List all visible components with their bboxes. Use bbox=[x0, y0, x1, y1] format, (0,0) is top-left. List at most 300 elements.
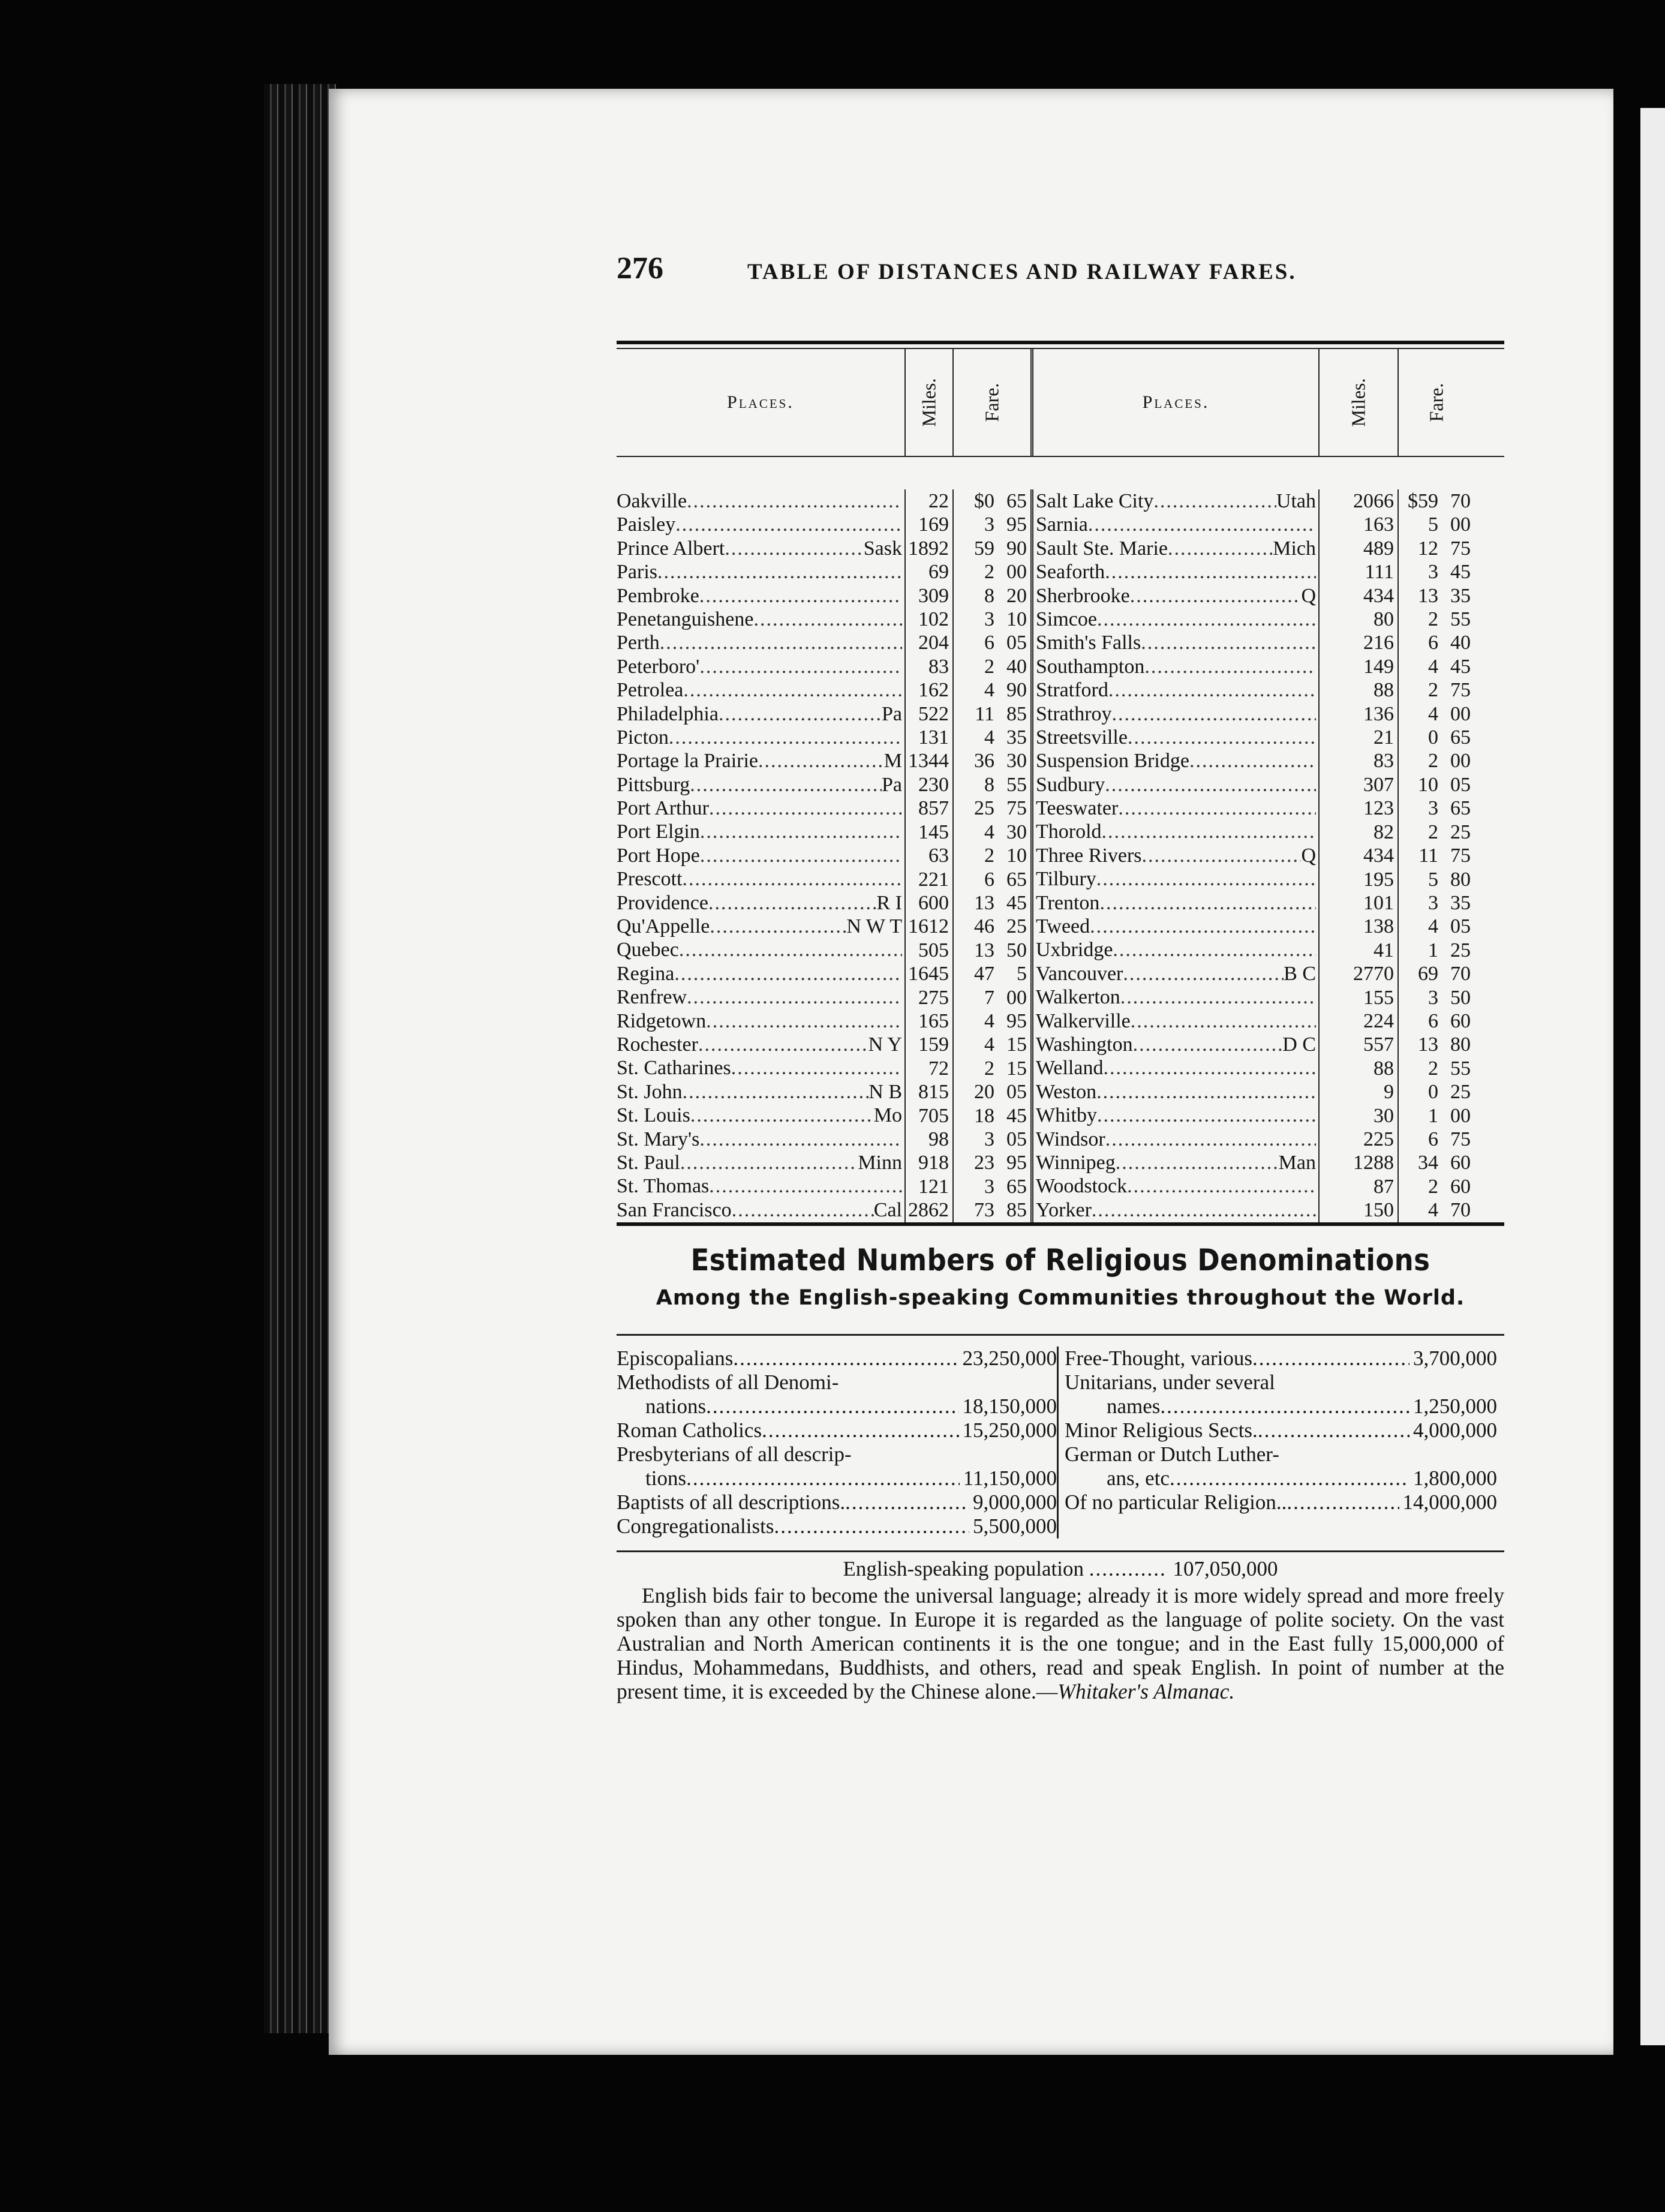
miles-value: 88 bbox=[1374, 679, 1394, 702]
place-name: Whitby bbox=[1036, 1104, 1097, 1127]
fare-dollars: 4 bbox=[984, 726, 994, 749]
left-place-column bbox=[617, 489, 904, 1222]
table-row bbox=[617, 702, 902, 726]
dot-leader bbox=[674, 962, 902, 985]
miles-value: 159 bbox=[918, 1033, 949, 1056]
fare-dollars: 13 bbox=[974, 939, 994, 961]
fare-value bbox=[954, 1104, 1027, 1128]
place-name: Renfrew bbox=[617, 986, 687, 1009]
miles-value: 82 bbox=[1374, 821, 1394, 843]
table-row bbox=[617, 655, 902, 678]
denomination-count: 3,700,000 bbox=[1413, 1346, 1497, 1370]
place-name: Peterboro' bbox=[617, 655, 700, 678]
fare-value bbox=[1399, 1151, 1471, 1174]
right-fare-column bbox=[1397, 489, 1474, 1222]
denomination-count: 23,250,000 bbox=[962, 1346, 1057, 1370]
fare-cents: 75 bbox=[1450, 1128, 1471, 1150]
table-row bbox=[1036, 749, 1316, 773]
dot-leader bbox=[699, 655, 902, 678]
fare-cents: 60 bbox=[1450, 1152, 1471, 1174]
place-name: Port Elgin bbox=[617, 821, 700, 843]
place-region: R I bbox=[876, 891, 902, 914]
fare-dollars: 11 bbox=[1418, 844, 1438, 867]
fare-cents: 40 bbox=[1450, 632, 1471, 654]
fare-value bbox=[1399, 1009, 1471, 1033]
place-region: Q bbox=[1301, 584, 1316, 607]
table-row bbox=[617, 726, 902, 749]
fare-value bbox=[1399, 537, 1471, 560]
place-name: Winnipeg bbox=[1036, 1151, 1116, 1174]
denomination-name: German or Dutch Luther- bbox=[1065, 1442, 1279, 1466]
place-name: Three Rivers bbox=[1036, 844, 1142, 867]
place-region: Minn bbox=[858, 1151, 902, 1174]
fare-cents: 75 bbox=[1006, 797, 1027, 820]
fare-value bbox=[954, 489, 1027, 513]
left-fare-column bbox=[952, 489, 1030, 1222]
table-row bbox=[1036, 513, 1316, 536]
place-region: B C bbox=[1284, 962, 1316, 985]
paragraph-source: Whitaker's Almanac. bbox=[1057, 1679, 1235, 1703]
place-name: Welland bbox=[1036, 1057, 1104, 1080]
place-name: Stratford bbox=[1036, 679, 1108, 702]
header-miles-right-label: Miles. bbox=[1347, 378, 1369, 427]
right-place-column bbox=[1030, 489, 1318, 1222]
miles-value: 165 bbox=[918, 1009, 949, 1032]
dot-leader bbox=[1116, 1151, 1279, 1174]
table-row bbox=[1036, 537, 1316, 560]
fare-dollars: 6 bbox=[984, 868, 994, 891]
table-row bbox=[1036, 655, 1316, 678]
page-number: 276 bbox=[617, 251, 663, 285]
miles-value: 83 bbox=[1374, 750, 1394, 773]
dot-leader bbox=[1113, 938, 1316, 961]
table-row bbox=[1036, 985, 1316, 1009]
miles-value: 87 bbox=[1374, 1175, 1394, 1198]
dot-leader bbox=[679, 938, 902, 961]
place-name: Trenton bbox=[1036, 891, 1100, 914]
place-name: St. Mary's bbox=[617, 1128, 700, 1150]
fare-cents: 85 bbox=[1006, 1199, 1027, 1222]
table-row bbox=[617, 1056, 902, 1080]
table-row bbox=[1036, 938, 1316, 961]
fare-dollars: 36 bbox=[974, 750, 994, 773]
place-name: Windsor bbox=[1036, 1128, 1105, 1150]
table-row bbox=[617, 489, 902, 513]
dot-leader bbox=[680, 1151, 858, 1174]
table-row bbox=[1036, 631, 1316, 654]
place-name: Southampton bbox=[1036, 655, 1145, 678]
dot-leader bbox=[1142, 844, 1302, 867]
fare-value bbox=[954, 1175, 1027, 1198]
fare-dollars: $0 bbox=[974, 490, 994, 512]
fare-cents: 05 bbox=[1006, 632, 1027, 654]
table-row bbox=[1036, 726, 1316, 749]
dot-leader bbox=[754, 608, 903, 631]
table-row bbox=[617, 631, 902, 654]
header-fare-right-label: Fare. bbox=[1425, 383, 1447, 422]
miles-value: 136 bbox=[1363, 702, 1394, 725]
place-name: Simcoe bbox=[1036, 608, 1097, 630]
fare-dollars: 73 bbox=[974, 1199, 994, 1222]
miles-value: 1892 bbox=[908, 537, 949, 560]
place-region: M bbox=[883, 750, 902, 773]
book-page-edges bbox=[264, 84, 336, 2033]
place-name: St. John bbox=[617, 1080, 683, 1103]
fare-dollars: 1 bbox=[1428, 1104, 1438, 1127]
dot-leader bbox=[762, 1418, 958, 1442]
denomination-count: 18,150,000 bbox=[962, 1394, 1057, 1418]
fare-value bbox=[954, 1198, 1027, 1222]
denomination-count: 9,000,000 bbox=[973, 1490, 1057, 1514]
place-name: Tilbury bbox=[1036, 868, 1096, 891]
place-name: St. Paul bbox=[617, 1151, 680, 1174]
fare-dollars: 20 bbox=[974, 1081, 994, 1104]
fare-value bbox=[1399, 1175, 1471, 1198]
denomination-name: Of no particular Religion.. bbox=[1065, 1490, 1287, 1514]
dot-leader bbox=[1130, 584, 1302, 608]
fare-dollars: 2 bbox=[1428, 750, 1438, 773]
table-row bbox=[617, 513, 902, 536]
dot-leader bbox=[657, 560, 902, 584]
dot-leader bbox=[731, 1056, 902, 1080]
miles-value: 169 bbox=[918, 513, 949, 536]
miles-value: 131 bbox=[918, 726, 949, 749]
dot-leader bbox=[774, 1514, 969, 1538]
fare-value bbox=[1399, 1198, 1471, 1222]
fare-dollars: 2 bbox=[984, 655, 994, 678]
fare-value bbox=[954, 891, 1027, 915]
table-row bbox=[1036, 1009, 1316, 1033]
miles-value: 138 bbox=[1363, 915, 1394, 938]
fare-value bbox=[1399, 821, 1471, 844]
fare-value bbox=[1399, 915, 1471, 938]
fare-cents: 5 bbox=[1017, 963, 1027, 985]
miles-value: 230 bbox=[918, 773, 949, 796]
miles-value: 98 bbox=[928, 1128, 949, 1150]
fare-cents: 45 bbox=[1006, 1104, 1027, 1127]
dot-leader bbox=[709, 797, 902, 820]
fare-dollars: 8 bbox=[984, 773, 994, 796]
dot-leader bbox=[1108, 678, 1316, 702]
fare-dollars: 4 bbox=[1428, 702, 1438, 725]
dot-leader bbox=[706, 1394, 958, 1418]
dot-leader bbox=[1105, 1128, 1316, 1151]
fare-cents: 45 bbox=[1450, 655, 1471, 678]
religions-title: Estimated Numbers of Religious Denominations bbox=[690, 1242, 1430, 1278]
dot-leader bbox=[1258, 1418, 1409, 1442]
fare-dollars: 3 bbox=[1428, 797, 1438, 820]
miles-value: 522 bbox=[918, 702, 949, 725]
denomination-row bbox=[617, 1514, 1057, 1538]
fare-value bbox=[1399, 868, 1471, 891]
religions-right-column bbox=[1057, 1347, 1497, 1538]
fare-cents: 95 bbox=[1006, 513, 1027, 536]
table-row bbox=[617, 844, 902, 867]
table-row bbox=[1036, 560, 1316, 584]
header-fare-left-label: Fare. bbox=[981, 383, 1003, 422]
table-row bbox=[1036, 584, 1316, 608]
place-name: Regina bbox=[617, 962, 675, 985]
fare-dollars: 2 bbox=[984, 561, 994, 584]
miles-value: 221 bbox=[918, 868, 949, 891]
miles-value: 63 bbox=[928, 844, 949, 867]
fare-dollars: 4 bbox=[984, 821, 994, 843]
denomination-row bbox=[1065, 1466, 1497, 1490]
miles-value: 225 bbox=[1363, 1128, 1394, 1150]
fare-value bbox=[1399, 1057, 1471, 1080]
religions-bottom-rule bbox=[617, 1550, 1504, 1552]
fare-cents: 35 bbox=[1006, 726, 1027, 749]
fare-value bbox=[1399, 608, 1471, 631]
table-row bbox=[617, 797, 902, 820]
fare-dollars: 13 bbox=[1418, 584, 1438, 607]
fare-value bbox=[954, 584, 1027, 608]
place-region: Man bbox=[1278, 1151, 1316, 1174]
fare-cents: 50 bbox=[1006, 939, 1027, 961]
table-row bbox=[1036, 1151, 1316, 1174]
table-row bbox=[1036, 915, 1316, 938]
place-region: N B bbox=[868, 1080, 902, 1103]
dot-leader bbox=[1141, 631, 1316, 654]
fare-dollars: 3 bbox=[984, 1175, 994, 1198]
table-row bbox=[1036, 773, 1316, 797]
fare-value bbox=[954, 513, 1027, 536]
fare-cents: 55 bbox=[1450, 608, 1471, 631]
dot-leader bbox=[1102, 820, 1316, 843]
fare-value bbox=[1399, 513, 1471, 536]
fare-value bbox=[954, 702, 1027, 726]
fare-value bbox=[1399, 773, 1471, 797]
table-row bbox=[1036, 608, 1316, 631]
fare-cents: 15 bbox=[1006, 1057, 1027, 1080]
miles-value: 111 bbox=[1365, 561, 1394, 584]
place-name: Weston bbox=[1036, 1080, 1097, 1103]
denomination-row bbox=[617, 1347, 1057, 1371]
table-row bbox=[1036, 489, 1316, 513]
miles-value: 505 bbox=[918, 939, 949, 961]
fare-dollars: 3 bbox=[1428, 986, 1438, 1009]
miles-value: 1288 bbox=[1353, 1152, 1394, 1174]
table-row bbox=[617, 749, 902, 773]
dot-leader bbox=[758, 749, 884, 773]
fare-value bbox=[1399, 1104, 1471, 1128]
place-name: Paisley bbox=[617, 513, 676, 536]
place-name: Suspension Bridge bbox=[1036, 750, 1189, 773]
fare-value bbox=[954, 608, 1027, 631]
dot-leader bbox=[669, 726, 902, 749]
place-name: Sault Ste. Marie bbox=[1036, 537, 1168, 560]
fare-cents: 95 bbox=[1006, 1152, 1027, 1174]
table-row bbox=[617, 891, 902, 915]
dot-leader bbox=[1170, 1466, 1409, 1490]
dot-leader bbox=[1096, 1080, 1316, 1104]
table-row bbox=[617, 1104, 902, 1127]
page-content bbox=[617, 251, 1504, 1724]
place-name: Ridgetown bbox=[617, 1009, 707, 1032]
fare-cents: 70 bbox=[1450, 490, 1471, 512]
place-name: Qu'Appelle bbox=[617, 915, 710, 938]
fare-dollars: $59 bbox=[1408, 490, 1438, 512]
fare-dollars: 23 bbox=[974, 1152, 994, 1174]
fare-cents: 30 bbox=[1006, 821, 1027, 843]
miles-value: 2770 bbox=[1353, 963, 1394, 985]
dot-leader bbox=[732, 1198, 874, 1222]
place-region: Pa bbox=[882, 773, 902, 796]
table-row bbox=[1036, 1128, 1316, 1151]
dot-leader bbox=[700, 844, 902, 867]
table-row bbox=[617, 608, 902, 631]
table-row bbox=[617, 867, 902, 891]
miles-value: 275 bbox=[918, 986, 949, 1009]
fare-value bbox=[1399, 1128, 1471, 1151]
fare-dollars: 46 bbox=[974, 915, 994, 938]
fare-value bbox=[1399, 631, 1471, 654]
fare-dollars: 25 bbox=[974, 797, 994, 820]
fare-cents: 05 bbox=[1006, 1081, 1027, 1104]
fare-cents: 00 bbox=[1450, 750, 1471, 773]
miles-value: 705 bbox=[918, 1104, 949, 1127]
dot-leader bbox=[1105, 560, 1316, 584]
fare-cents: 50 bbox=[1450, 986, 1471, 1009]
place-name: Sherbrooke bbox=[1036, 584, 1130, 607]
table-row bbox=[617, 1151, 902, 1174]
table-row bbox=[617, 1198, 902, 1222]
place-region: N Y bbox=[868, 1033, 902, 1056]
place-name: Smith's Falls bbox=[1036, 632, 1141, 654]
place-name: Port Hope bbox=[617, 844, 700, 867]
dot-leader bbox=[1096, 867, 1316, 891]
denomination-count: 15,250,000 bbox=[962, 1418, 1057, 1442]
fare-dollars: 6 bbox=[1428, 632, 1438, 654]
miles-value: 69 bbox=[928, 561, 949, 584]
dot-leader bbox=[660, 631, 902, 654]
table-row bbox=[617, 1009, 902, 1033]
fare-value bbox=[954, 655, 1027, 678]
fare-dollars: 5 bbox=[1428, 513, 1438, 536]
fare-dollars: 13 bbox=[974, 891, 994, 914]
population-line bbox=[617, 1557, 1504, 1581]
dot-leader bbox=[1128, 726, 1316, 749]
dot-leader bbox=[1123, 962, 1284, 985]
denomination-count: 14,000,000 bbox=[1402, 1490, 1497, 1514]
miles-value: 150 bbox=[1363, 1199, 1394, 1222]
denomination-name: names bbox=[1107, 1394, 1161, 1418]
fare-dollars: 1 bbox=[1428, 939, 1438, 961]
running-title: TABLE OF DISTANCES AND RAILWAY FARES. bbox=[747, 260, 1297, 284]
fare-dollars: 4 bbox=[984, 679, 994, 702]
miles-value: 149 bbox=[1363, 655, 1394, 678]
fare-dollars: 59 bbox=[974, 537, 994, 560]
denomination-row bbox=[617, 1394, 1057, 1418]
table-row bbox=[617, 560, 902, 584]
fare-value bbox=[954, 962, 1027, 985]
fare-value bbox=[1399, 891, 1471, 915]
fare-value bbox=[954, 631, 1027, 654]
dot-leader bbox=[699, 1128, 902, 1151]
miles-value: 224 bbox=[1363, 1009, 1394, 1032]
dot-leader bbox=[687, 985, 902, 1009]
fare-cents: 05 bbox=[1450, 773, 1471, 796]
fare-dollars: 13 bbox=[1418, 1033, 1438, 1056]
fare-value bbox=[1399, 655, 1471, 678]
table-row bbox=[1036, 702, 1316, 726]
fare-cents: 45 bbox=[1450, 561, 1471, 584]
denomination-row bbox=[1065, 1490, 1497, 1514]
fare-dollars: 3 bbox=[984, 608, 994, 631]
miles-value: 216 bbox=[1363, 632, 1394, 654]
place-name: Vancouver bbox=[1036, 962, 1123, 985]
fare-dollars: 11 bbox=[975, 702, 994, 725]
fare-dollars: 4 bbox=[984, 1033, 994, 1056]
table-row bbox=[617, 985, 902, 1009]
dot-leader bbox=[1105, 773, 1316, 797]
place-name: St. Thomas bbox=[617, 1175, 710, 1198]
table-row bbox=[1036, 844, 1316, 867]
miles-value: 41 bbox=[1374, 939, 1394, 961]
fare-dollars: 12 bbox=[1418, 537, 1438, 560]
table-row bbox=[617, 820, 902, 843]
fare-cents: 35 bbox=[1450, 584, 1471, 607]
dot-leader bbox=[733, 1347, 958, 1371]
population-label: English-speaking population bbox=[843, 1556, 1084, 1580]
header-places-right: Places. bbox=[1030, 349, 1318, 456]
denomination-row bbox=[1065, 1347, 1497, 1371]
fare-dollars: 4 bbox=[1428, 1199, 1438, 1222]
paragraph-text: English bids fair to become the universal language; already it is more widely spread and more freely spoken than any other tongue. In Europe it is regarded as the language of polite society. On the vast Australian and North American continents it is the one tongue; and in the East fully 15,000,000 of Hindus, Mohammedans, Buddhists, and others, read and speak English. In point of number at the present time, it is exceeded by the Chinese alone. bbox=[617, 1583, 1504, 1703]
dot-leader bbox=[1099, 891, 1316, 915]
table-row bbox=[617, 584, 902, 608]
place-name: Teeswater bbox=[1036, 797, 1119, 820]
fare-cents: 00 bbox=[1006, 561, 1027, 584]
running-head bbox=[617, 251, 1504, 293]
place-name: Quebec bbox=[617, 939, 679, 961]
dot-leader bbox=[698, 1033, 868, 1056]
miles-value: 72 bbox=[928, 1057, 949, 1080]
dot-leader bbox=[1168, 537, 1273, 560]
denomination-row bbox=[617, 1490, 1057, 1514]
fare-cents: 70 bbox=[1450, 963, 1471, 985]
dot-leader bbox=[1189, 749, 1316, 773]
fare-cents: 70 bbox=[1450, 1199, 1471, 1222]
fare-value bbox=[954, 915, 1027, 938]
fare-value bbox=[954, 797, 1027, 820]
miles-value: 162 bbox=[918, 679, 949, 702]
table-top-rule bbox=[617, 341, 1504, 344]
fare-value bbox=[1399, 844, 1471, 867]
denomination-name: ans, etc bbox=[1107, 1466, 1170, 1490]
place-region: Mo bbox=[873, 1104, 902, 1127]
fare-cents: 75 bbox=[1450, 537, 1471, 560]
religions-table bbox=[617, 1336, 1504, 1542]
place-name: Seaforth bbox=[1036, 561, 1105, 584]
fare-value bbox=[954, 537, 1027, 560]
fare-cents: 25 bbox=[1450, 1081, 1471, 1104]
table-row bbox=[1036, 867, 1316, 891]
miles-value: 123 bbox=[1363, 797, 1394, 820]
table-row bbox=[617, 1128, 902, 1151]
table-row bbox=[1036, 1033, 1316, 1056]
population-leader: ............ bbox=[1089, 1556, 1173, 1580]
fare-cents: 85 bbox=[1006, 702, 1027, 725]
fare-cents: 60 bbox=[1450, 1175, 1471, 1198]
place-name: St. Catharines bbox=[617, 1057, 731, 1080]
denomination-count: 11,150,000 bbox=[963, 1466, 1057, 1490]
fare-dollars: 7 bbox=[984, 986, 994, 1009]
dot-leader bbox=[1097, 1104, 1316, 1127]
denomination-name: nations bbox=[645, 1394, 707, 1418]
place-name: Rochester bbox=[617, 1033, 698, 1056]
right-miles-column bbox=[1318, 489, 1397, 1222]
